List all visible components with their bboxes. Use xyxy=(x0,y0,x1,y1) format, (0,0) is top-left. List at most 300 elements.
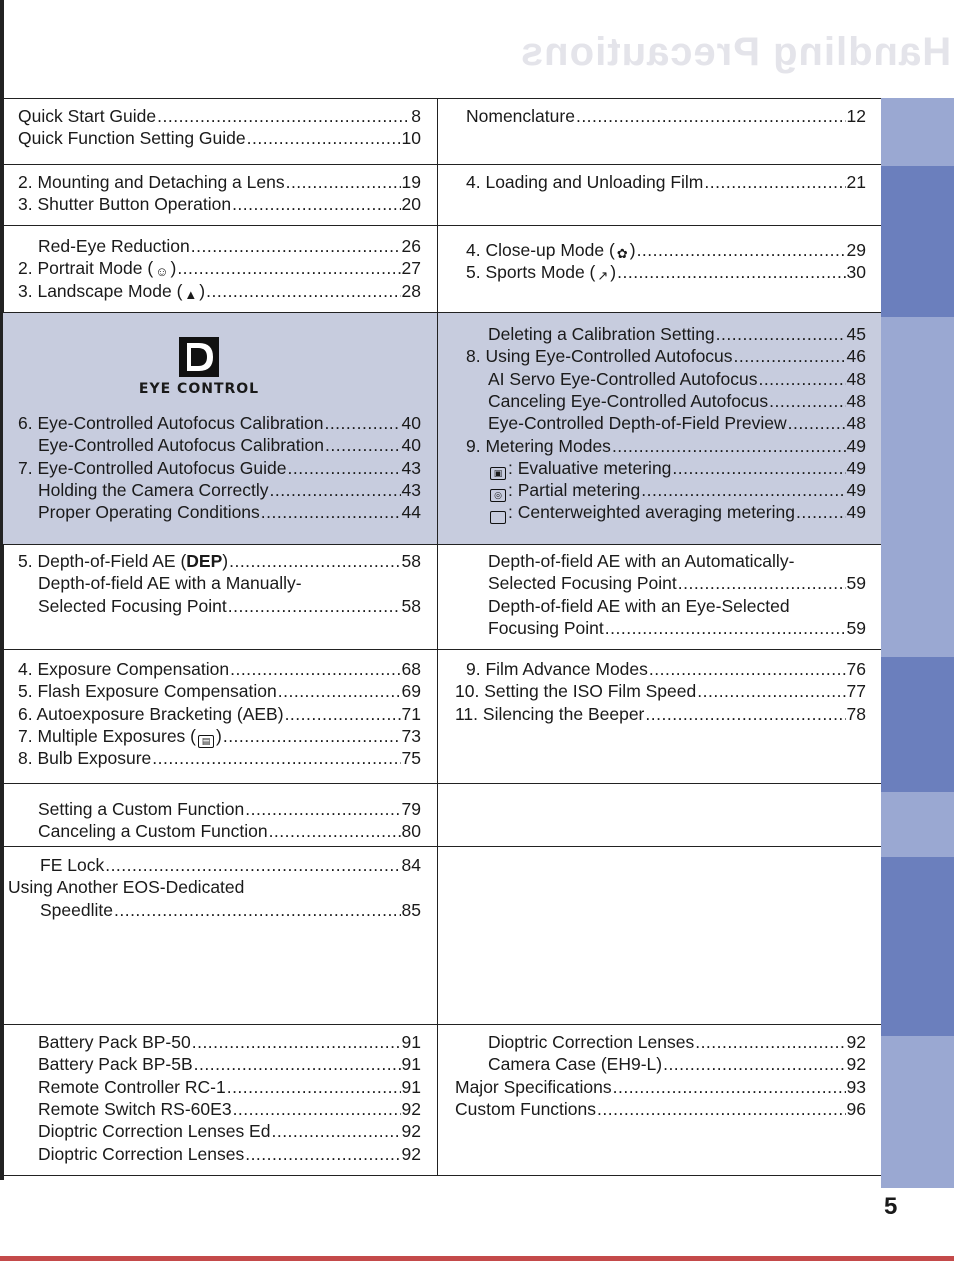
toc-entry-page: 49 xyxy=(846,435,866,456)
toc-entry-text: Canceling Eye-Controlled Autofocus xyxy=(488,390,769,411)
toc-entry[interactable] xyxy=(455,1076,866,1098)
toc-entry-text: Battery Pack BP-50 xyxy=(38,1032,191,1052)
toc-section xyxy=(3,99,881,165)
toc-entry-page: 91 xyxy=(401,1076,421,1097)
eye-control-logo xyxy=(129,335,269,405)
toc-entry-title xyxy=(488,323,715,345)
leader-dots xyxy=(269,820,401,842)
toc-entry-text: Speedlite xyxy=(40,899,113,920)
page-number: 5 xyxy=(884,1193,898,1220)
toc-entry[interactable] xyxy=(18,257,421,279)
toc-entry-title xyxy=(8,876,244,898)
toc-entry-suffix: ) xyxy=(610,262,617,283)
toc-left-column xyxy=(3,545,438,649)
leader-dots xyxy=(605,617,846,639)
toc-entry-title xyxy=(488,595,790,617)
toc-entry[interactable] xyxy=(466,239,866,261)
toc-entry-title xyxy=(18,280,205,302)
toc-entry[interactable] xyxy=(18,747,421,769)
section-tab[interactable] xyxy=(881,1036,954,1188)
toc-entry-page: 21 xyxy=(846,172,866,192)
toc-entry[interactable] xyxy=(488,412,866,434)
toc-section xyxy=(3,165,881,226)
leader-dots xyxy=(261,501,401,523)
toc-entry-title xyxy=(18,550,228,572)
toc-entry[interactable] xyxy=(488,1053,866,1075)
toc-entry-title xyxy=(488,390,768,412)
leader-dots xyxy=(697,680,845,702)
toc-entry-page: 12 xyxy=(846,106,866,126)
toc-entry-page: 44 xyxy=(401,502,421,523)
leader-dots xyxy=(597,1098,846,1120)
toc-entry-page: 10 xyxy=(401,128,421,149)
toc-entry[interactable] xyxy=(466,345,866,367)
leader-dots xyxy=(663,1053,845,1075)
toc-entry-text: 2. Mounting and Detaching a Lens xyxy=(18,172,285,192)
toc-entry[interactable] xyxy=(466,658,866,680)
toc-entry[interactable] xyxy=(488,617,866,639)
toc-entry-text: 8. Bulb Exposure xyxy=(18,748,152,769)
toc-entry-page: 92 xyxy=(401,1121,421,1142)
toc-entry[interactable] xyxy=(18,550,421,572)
toc-entry[interactable] xyxy=(38,572,421,594)
toc-entry-text: Canceling a Custom Function xyxy=(38,821,268,842)
toc-entry-title xyxy=(488,550,794,572)
toc-entry-page: 93 xyxy=(846,1076,866,1097)
leader-dots xyxy=(612,435,846,457)
toc-entry-text: Dioptric Correction Lenses xyxy=(488,1032,695,1052)
toc-entry-text: 5. Sports Mode ( xyxy=(466,262,596,283)
toc-entry-text: Focusing Point xyxy=(488,617,604,638)
toc-entry[interactable] xyxy=(18,127,421,149)
toc-entry-page: 77 xyxy=(846,681,866,702)
toc-entry-text: Red-Eye Reduction xyxy=(38,236,190,256)
toc-entry[interactable] xyxy=(38,501,421,523)
leader-dots xyxy=(229,550,400,572)
toc-left-column xyxy=(3,784,438,846)
leader-dots xyxy=(695,1031,845,1053)
toc-entry-page: 40 xyxy=(401,435,421,456)
leader-dots xyxy=(194,1053,401,1075)
toc-entry-text: 3. Landscape Mode ( xyxy=(18,280,183,301)
toc-entry[interactable] xyxy=(40,854,421,876)
toc-entry-page: 92 xyxy=(401,1098,421,1119)
toc-entry-page: 46 xyxy=(846,346,866,367)
leader-dots xyxy=(223,725,401,747)
leader-dots xyxy=(716,323,846,345)
toc-entry[interactable] xyxy=(18,703,421,725)
toc-entry[interactable] xyxy=(488,479,866,502)
toc-entry-text: 4. Exposure Compensation xyxy=(18,659,230,679)
toc-entry-title xyxy=(38,501,260,523)
leader-dots xyxy=(324,412,400,434)
toc-entry-page: 48 xyxy=(846,368,866,389)
bleed-through-heading: Handling Precautions xyxy=(520,30,952,74)
toc-entry[interactable] xyxy=(8,876,421,898)
toc-entry[interactable] xyxy=(38,798,421,820)
section-tab[interactable] xyxy=(881,792,954,857)
leader-dots xyxy=(576,105,846,127)
toc-entry-title xyxy=(466,658,648,680)
toc-entry-title xyxy=(466,435,611,457)
toc-entry-text: 5. Flash Exposure Compensation xyxy=(18,681,277,702)
leader-dots xyxy=(678,572,846,594)
toc-entry-page: 91 xyxy=(401,1054,421,1075)
toc-entry-text: 7. Multiple Exposures ( xyxy=(18,725,196,746)
toc-entry-page: 96 xyxy=(846,1098,866,1119)
leader-dots xyxy=(245,798,400,820)
toc-entry-page: 79 xyxy=(401,799,421,819)
leader-dots xyxy=(758,368,845,390)
toc-entry-title xyxy=(38,235,190,257)
leader-dots xyxy=(796,501,846,523)
toc-entry-text: Setting a Custom Function xyxy=(38,799,245,819)
toc-entry-page: 84 xyxy=(401,855,421,875)
toc-entry-title xyxy=(40,899,113,921)
toc-entry[interactable] xyxy=(466,435,866,457)
toc-entry-title xyxy=(18,680,277,702)
toc-entry[interactable] xyxy=(18,280,421,302)
leader-dots xyxy=(157,105,410,127)
toc-entry[interactable] xyxy=(18,680,421,702)
toc-entry-title xyxy=(18,105,156,127)
toc-entry-title xyxy=(455,703,644,725)
toc-right-column xyxy=(438,99,881,164)
toc-entry[interactable] xyxy=(466,105,866,127)
toc-entry-text: Deleting a Calibration Setting xyxy=(488,324,715,344)
toc-entry-text: 7. Eye-Controlled Autofocus Guide xyxy=(18,457,287,478)
toc-entry-title xyxy=(38,1143,244,1165)
toc-entry-text: 2. Portrait Mode ( xyxy=(18,258,154,279)
toc-entry-text: Major Specifications xyxy=(455,1076,612,1097)
toc-entry-title xyxy=(488,572,677,594)
toc-entry-title xyxy=(18,193,231,215)
toc-entry[interactable] xyxy=(38,1143,421,1165)
toc-left-column xyxy=(3,226,438,312)
section-tab[interactable] xyxy=(881,166,954,229)
toc-entry-text: Dioptric Correction Lenses Ed xyxy=(38,1121,271,1142)
toc-entry[interactable] xyxy=(488,368,866,390)
section-tab[interactable] xyxy=(881,657,954,793)
toc-right-column xyxy=(438,165,881,225)
toc-entry-text: Selected Focusing Point xyxy=(38,595,227,616)
toc-entry-text: Proper Operating Conditions xyxy=(38,502,260,523)
toc-entry-title xyxy=(488,501,795,524)
toc-entry-page: 59 xyxy=(846,573,866,594)
toc-entry-page: 58 xyxy=(401,551,421,571)
toc-entry[interactable] xyxy=(38,1031,421,1053)
closeup-mode-icon: ✿ xyxy=(616,246,628,261)
toc-entry-title xyxy=(488,1031,694,1053)
toc-entry[interactable] xyxy=(38,820,421,842)
toc-entry-text: 11. Silencing the Beeper xyxy=(455,703,645,724)
leader-dots xyxy=(177,257,400,279)
leader-dots xyxy=(285,703,401,725)
toc-entry-title xyxy=(488,368,757,390)
bottom-color-stripe xyxy=(0,1256,954,1261)
toc-entry-page: 30 xyxy=(846,262,866,283)
toc-entry-text: Quick Function Setting Guide xyxy=(18,128,246,149)
toc-section xyxy=(3,847,881,1025)
toc-entry-page: 43 xyxy=(401,479,421,500)
toc-entry[interactable] xyxy=(18,658,421,680)
toc-entry-page: 49 xyxy=(846,502,866,523)
toc-entry-text: 9. Film Advance Modes xyxy=(466,659,648,679)
toc-entry[interactable] xyxy=(38,235,421,257)
toc-entry-text: 10. Setting the ISO Film Speed xyxy=(455,681,697,702)
toc-entry[interactable] xyxy=(455,703,866,725)
toc-left-column xyxy=(3,99,438,164)
leader-dots xyxy=(245,1143,400,1165)
toc-entry[interactable] xyxy=(18,412,421,434)
toc-entry-text: : Partial metering xyxy=(508,480,641,501)
toc-entry[interactable] xyxy=(18,193,421,215)
toc-entry-text: Nomenclature xyxy=(466,106,575,126)
leader-dots xyxy=(114,899,401,921)
toc-entry-text: : Evaluative metering xyxy=(508,457,672,478)
toc-entry-page: 19 xyxy=(401,172,421,192)
toc-entry-page: 92 xyxy=(846,1032,866,1052)
toc-right-column xyxy=(438,1025,881,1175)
toc-entry-page: 85 xyxy=(401,899,421,920)
toc-entry[interactable] xyxy=(38,1076,421,1098)
multiple-exposure-icon: ▤ xyxy=(198,735,214,748)
leader-dots xyxy=(637,239,846,261)
toc-entry-page: 43 xyxy=(401,457,421,478)
toc-entry-title xyxy=(18,412,323,434)
toc-entry-title xyxy=(18,171,285,193)
toc-entry[interactable] xyxy=(466,171,866,193)
toc-section xyxy=(3,313,881,545)
toc-entry-title xyxy=(18,747,151,769)
toc-entry[interactable] xyxy=(38,595,421,617)
toc-right-column xyxy=(438,545,881,649)
toc-entry-page: 71 xyxy=(401,703,421,724)
toc-entry[interactable] xyxy=(40,899,421,921)
toc-entry[interactable] xyxy=(38,1053,421,1075)
section-tab[interactable] xyxy=(881,550,954,657)
toc-left-column xyxy=(3,847,438,1024)
toc-entry-suffix: ) xyxy=(199,280,206,301)
toc-entry-title xyxy=(488,1053,662,1075)
toc-right-column xyxy=(438,226,881,312)
toc-entry-title xyxy=(38,798,244,820)
toc-entry-page: 92 xyxy=(846,1054,866,1075)
toc-entry-text: AI Servo Eye-Controlled Autofocus xyxy=(488,368,758,389)
toc-entry-page: 59 xyxy=(846,617,866,638)
toc-entry-text: 4. Close-up Mode ( xyxy=(466,240,615,260)
toc-entry-suffix: ) xyxy=(216,725,222,746)
toc-entry-page: 58 xyxy=(401,595,421,616)
toc-entry-text: Eye-Controlled Autofocus Calibration xyxy=(38,435,324,456)
toc-entry[interactable] xyxy=(18,105,421,127)
toc-entry-text: 8. Using Eye-Controlled Autofocus xyxy=(466,346,733,367)
toc-entry-text: Custom Functions xyxy=(455,1098,597,1119)
toc-entry-page: 49 xyxy=(846,457,866,478)
toc-entry-suffix: ) xyxy=(170,258,177,279)
toc-entry-title xyxy=(466,105,575,127)
toc-left-column xyxy=(3,165,438,225)
toc-entry-page: 76 xyxy=(846,659,866,679)
toc-entry-text: Camera Case (EH9-L) xyxy=(488,1054,663,1075)
toc-entry-page: 91 xyxy=(401,1032,421,1052)
toc-entry-suffix: ) xyxy=(629,240,636,260)
toc-entry-title xyxy=(18,703,284,725)
toc-entry-text: 9. Metering Modes xyxy=(466,435,611,456)
centerweighted-metering-icon xyxy=(490,511,506,524)
toc-entry-title xyxy=(488,617,604,639)
leader-dots xyxy=(672,457,845,479)
leader-dots xyxy=(232,193,400,215)
toc-entry[interactable] xyxy=(38,479,421,501)
toc-entry[interactable] xyxy=(488,550,866,572)
leader-dots xyxy=(206,280,400,302)
leader-dots xyxy=(152,747,400,769)
toc-entry-text: Depth-of-field AE with an Automatically- xyxy=(488,551,795,571)
leader-dots xyxy=(704,171,845,193)
toc-entry[interactable] xyxy=(488,390,866,412)
toc-entry-title xyxy=(38,820,268,842)
leader-dots xyxy=(288,457,401,479)
toc-entry-title xyxy=(38,1120,270,1142)
toc-entry-page: 40 xyxy=(401,413,421,433)
toc-entry-title xyxy=(38,479,269,501)
toc-entry-page: 92 xyxy=(401,1143,421,1164)
toc-entry[interactable] xyxy=(488,457,866,480)
leader-dots xyxy=(769,390,845,412)
toc-entry-page: 68 xyxy=(401,659,421,679)
toc-entry[interactable] xyxy=(38,1098,421,1120)
leader-dots xyxy=(247,127,401,149)
toc-entry-page: 27 xyxy=(401,258,421,279)
section-tab[interactable] xyxy=(881,317,954,551)
leader-dots xyxy=(788,412,846,434)
toc-entry[interactable] xyxy=(488,572,866,594)
toc-entry-text: 6. Autoexposure Bracketing (AEB) xyxy=(18,703,284,724)
toc-entry[interactable] xyxy=(38,1120,421,1142)
toc-right-column xyxy=(438,784,881,846)
toc-entry-title xyxy=(455,1076,612,1098)
leader-dots xyxy=(734,345,846,367)
toc-section xyxy=(3,650,881,784)
toc-left-column xyxy=(3,1025,438,1175)
toc-entry-title xyxy=(455,680,696,702)
eye-control-logo-text: EYE CONTROL xyxy=(138,381,260,397)
toc-entry-text: 5. Depth-of-Field AE ( xyxy=(18,551,187,571)
leader-dots xyxy=(105,854,400,876)
toc-left-column xyxy=(3,650,438,783)
toc-entry-text: FE Lock xyxy=(40,855,105,875)
toc-entry-page: 8 xyxy=(411,106,421,126)
toc-entry-text: Selected Focusing Point xyxy=(488,573,677,594)
section-tab[interactable] xyxy=(881,228,954,317)
toc-entry-text: Quick Start Guide xyxy=(18,106,157,126)
leader-dots xyxy=(228,595,401,617)
toc-entry-page: 28 xyxy=(401,280,421,301)
toc-entry-text: Battery Pack BP-5B xyxy=(38,1054,193,1075)
landscape-mode-icon: ▲ xyxy=(184,286,198,302)
leader-dots xyxy=(230,658,400,680)
section-tab[interactable] xyxy=(881,857,954,1037)
toc-entry-title xyxy=(455,1098,596,1120)
toc-entry-title xyxy=(38,1098,232,1120)
toc-entry[interactable] xyxy=(488,323,866,345)
toc-left-column xyxy=(3,313,438,544)
toc-entry[interactable] xyxy=(488,1031,866,1053)
toc-entry-text: 4. Loading and Unloading Film xyxy=(466,172,704,192)
toc-entry-page: 49 xyxy=(846,480,866,501)
toc-entry-text: 6. Eye-Controlled Autofocus Calibration xyxy=(18,413,324,433)
toc-entry-title xyxy=(18,127,246,149)
toc-entry-suffix: ) xyxy=(222,551,229,571)
toc-right-column xyxy=(438,313,881,544)
toc-section xyxy=(3,784,881,847)
toc-entry-page: 45 xyxy=(846,324,866,344)
toc-entry-text: Using Another EOS-Dedicated xyxy=(8,877,245,898)
toc-entry-title xyxy=(466,261,616,283)
toc-entry-title xyxy=(38,595,227,617)
leader-dots xyxy=(270,479,401,501)
toc-entry-text: Depth-of-field AE with a Manually- xyxy=(38,573,302,594)
toc-entry-title xyxy=(488,412,787,434)
toc-section xyxy=(3,545,881,650)
leader-dots xyxy=(617,261,845,283)
toc-section xyxy=(3,1025,881,1175)
toc-entry-text: Remote Switch RS-60E3 xyxy=(38,1098,232,1119)
toc-entry[interactable] xyxy=(488,501,866,524)
leader-dots xyxy=(649,658,846,680)
toc-entry-page: 26 xyxy=(401,236,421,256)
evaluative-metering-icon: ▣ xyxy=(490,467,506,480)
toc-entry[interactable] xyxy=(466,261,866,283)
toc-entry-text: : Centerweighted averaging metering xyxy=(508,502,795,523)
toc-entry-page: 75 xyxy=(401,748,421,769)
leader-dots xyxy=(271,1120,400,1142)
leader-dots xyxy=(641,479,845,501)
toc-entry-title xyxy=(40,854,104,876)
toc-entry-bold: DEP xyxy=(186,551,223,571)
toc-entry-title xyxy=(488,479,640,502)
toc-entry[interactable] xyxy=(18,457,421,479)
toc-entry-title xyxy=(38,434,324,456)
table-of-contents xyxy=(3,98,881,1176)
toc-entry[interactable] xyxy=(488,595,866,617)
toc-entry-title xyxy=(18,257,176,279)
toc-right-column xyxy=(438,847,881,1024)
leader-dots xyxy=(645,703,845,725)
toc-entry[interactable] xyxy=(455,680,866,702)
toc-entry-title xyxy=(18,457,287,479)
portrait-mode-icon: ☺ xyxy=(155,264,169,280)
toc-entry-title xyxy=(18,725,222,748)
toc-entry-title xyxy=(38,1076,226,1098)
leader-dots xyxy=(192,1031,401,1053)
toc-entry-title xyxy=(18,658,229,680)
section-tab[interactable] xyxy=(881,98,954,166)
toc-entry[interactable] xyxy=(18,725,421,748)
toc-entry-page: 80 xyxy=(401,821,421,842)
leader-dots xyxy=(191,235,401,257)
toc-entry[interactable] xyxy=(18,171,421,193)
toc-entry-title xyxy=(488,457,671,480)
toc-entry[interactable] xyxy=(455,1098,866,1120)
toc-entry-page: 48 xyxy=(846,413,866,434)
toc-entry-text: Remote Controller RC-1 xyxy=(38,1076,226,1097)
toc-entry-title xyxy=(466,171,703,193)
toc-entry-page: 48 xyxy=(846,390,866,411)
toc-entry-title xyxy=(38,1031,191,1053)
toc-entry[interactable] xyxy=(38,434,421,456)
